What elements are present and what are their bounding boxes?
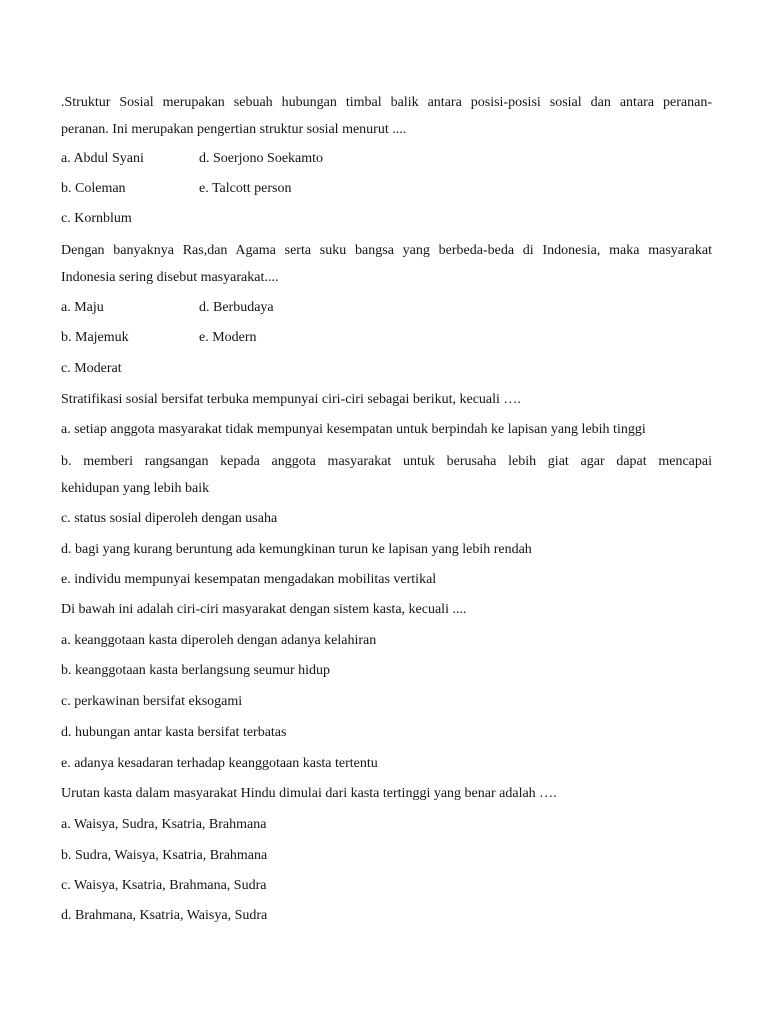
question-2-stem-line-2: Indonesia sering disebut masyarakat....: [61, 270, 279, 285]
question-5-stem: Urutan kasta dalam masyarakat Hindu dimulai dari kasta tertinggi yang benar adalah ….: [61, 786, 557, 801]
question-1-option-a: a. Abdul Syani: [61, 151, 144, 166]
question-3-option-a: a. setiap anggota masyarakat tidak mempunyai kesempatan untuk berpindah ke lapisan yang lebih tinggi: [61, 422, 646, 437]
question-1-stem-line-1: .Struktur Sosial merupakan sebuah hubungan timbal balik antara posisi-posisi sosial dan antara peranan-: [61, 95, 712, 110]
question-3-option-d: d. bagi yang kurang beruntung ada kemungkinan turun ke lapisan yang lebih rendah: [61, 542, 532, 557]
question-3-option-e: e. individu mempunyai kesempatan mengadakan mobilitas vertikal: [61, 572, 437, 587]
question-4-option-c: c. perkawinan bersifat eksogami: [61, 694, 243, 709]
question-2-option-e: e. Modern: [199, 330, 257, 345]
question-5-option-a: a. Waisya, Sudra, Ksatria, Brahmana: [61, 817, 267, 832]
question-2-option-b: b. Majemuk: [61, 330, 129, 345]
question-3-option-b-line-1: b. memberi rangsangan kepada anggota masyarakat untuk berusaha lebih giat agar dapat mencapai: [61, 454, 712, 469]
question-3-option-b-line-2: kehidupan yang lebih baik: [61, 481, 210, 496]
question-2-option-c: c. Moderat: [61, 361, 122, 376]
question-5-option-c: c. Waisya, Ksatria, Brahmana, Sudra: [61, 878, 267, 893]
question-4-option-a: a. keanggotaan kasta diperoleh dengan adanya kelahiran: [61, 633, 377, 648]
question-4-option-b: b. keanggotaan kasta berlangsung seumur hidup: [61, 663, 331, 678]
question-2-stem-line-1: Dengan banyaknya Ras,dan Agama serta suku bangsa yang berbeda-beda di Indonesia, maka masyarakat: [61, 243, 712, 258]
question-4-stem: Di bawah ini adalah ciri-ciri masyarakat dengan sistem kasta, kecuali ....: [61, 602, 467, 617]
question-3-option-c: c. status sosial diperoleh dengan usaha: [61, 511, 278, 526]
question-4-option-e: e. adanya kesadaran terhadap keanggotaan kasta tertentu: [61, 756, 378, 771]
question-2-option-a: a. Maju: [61, 300, 104, 315]
question-1-option-c: c. Kornblum: [61, 211, 132, 226]
question-5-option-d: d. Brahmana, Ksatria, Waisya, Sudra: [61, 908, 268, 923]
question-4-option-d: d. hubungan antar kasta bersifat terbatas: [61, 725, 287, 740]
question-1-option-b: b. Coleman: [61, 181, 126, 196]
question-1-stem-line-2: peranan. Ini merupakan pengertian struktur sosial menurut ....: [61, 122, 407, 137]
question-3-stem: Stratifikasi sosial bersifat terbuka mempunyai ciri-ciri sebagai berikut, kecuali ….: [61, 392, 521, 407]
question-1-option-d: d. Soerjono Soekamto: [199, 151, 324, 166]
question-5-option-b: b. Sudra, Waisya, Ksatria, Brahmana: [61, 848, 268, 863]
question-1-option-e: e. Talcott person: [199, 181, 292, 196]
question-2-option-d: d. Berbudaya: [199, 300, 274, 315]
